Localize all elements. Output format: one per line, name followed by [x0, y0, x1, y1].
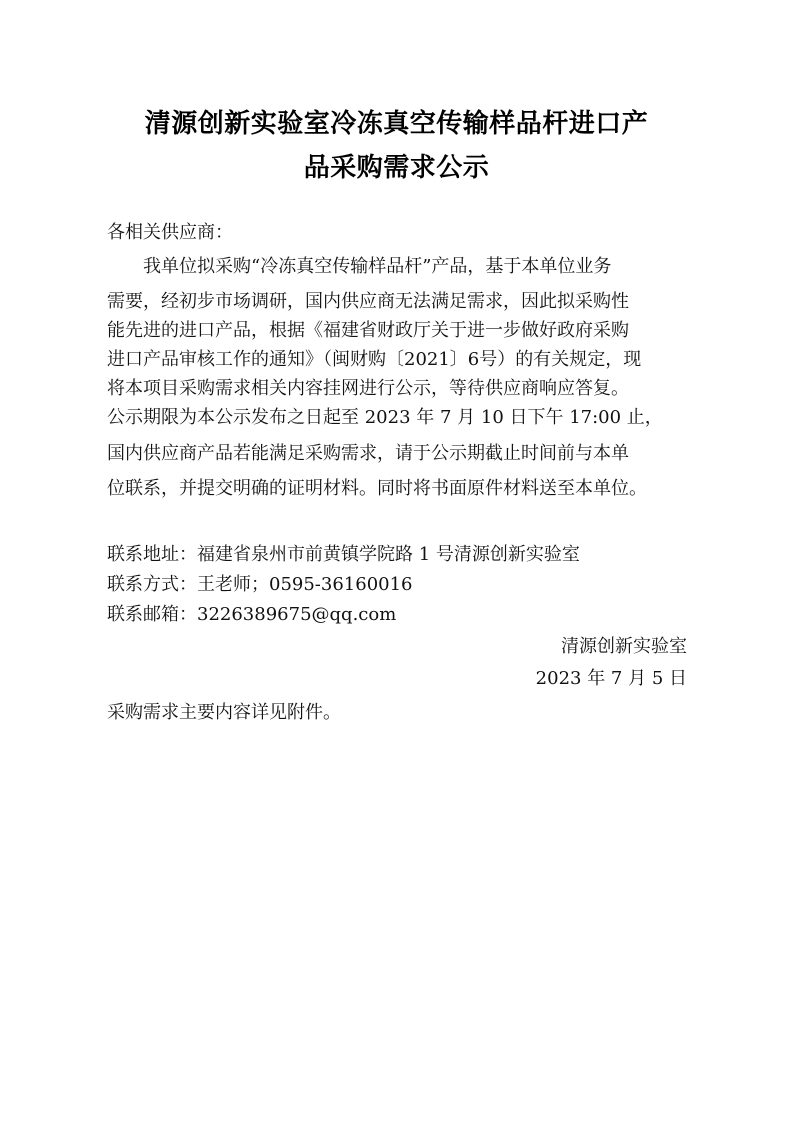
attachment-note: 采购需求主要内容详见附件。 — [107, 702, 341, 723]
body-line: 公示期限为本公示发布之日起至 2023 年 7 月 10 日下午 17:00 止， — [107, 407, 663, 428]
body-line: 位联系，并提交明确的证明材料。同时将书面原件材料送至本单位。 — [107, 478, 647, 499]
contact-email: 联系邮箱：3226389675@qq.com — [107, 604, 397, 625]
document-title-line-2: 品采购需求公示 — [303, 153, 490, 183]
salutation: 各相关供应商： — [107, 222, 233, 243]
body-line: 能先进的进口产品，根据《福建省财政厅关于进一步做好政府采购 — [107, 320, 629, 341]
body-line: 将本项目采购需求相关内容挂网进行公示，等待供应商响应答复。 — [107, 378, 629, 399]
contact-phone: 联系方式：王老师；0595-36160016 — [107, 574, 413, 595]
body-line: 进口产品审核工作的通知》（闽财购〔2021〕6号）的有关规定，现 — [107, 349, 642, 370]
body-line: 我单位拟采购“冷冻真空传输样品杆”产品，基于本单位业务 — [143, 256, 612, 277]
contact-address: 联系地址：福建省泉州市前黄镇学院路 1 号清源创新实验室 — [107, 544, 580, 565]
body-line: 需要，经初步市场调研，国内供应商无法满足需求，因此拟采购性 — [107, 291, 629, 312]
document-title-line-1: 清源创新实验室冷冻真空传输样品杆进口产 — [144, 109, 649, 139]
body-line: 国内供应商产品若能满足采购需求，请于公示期截止时间前与本单 — [107, 443, 629, 464]
signature-date: 2023 年 7 月 5 日 — [535, 668, 687, 689]
signature-org: 清源创新实验室 — [561, 636, 687, 657]
